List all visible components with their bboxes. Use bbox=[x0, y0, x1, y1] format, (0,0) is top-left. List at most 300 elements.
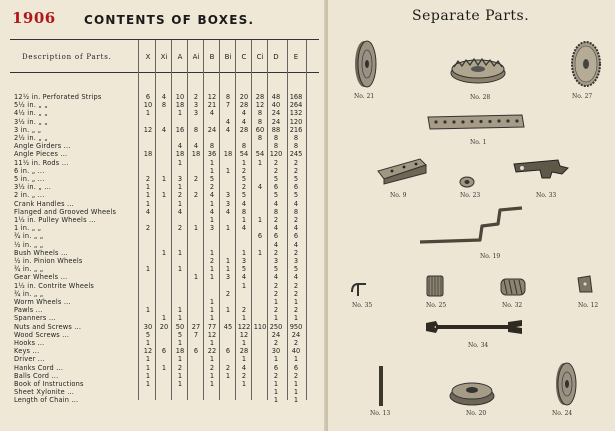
quantity-cell: 1 bbox=[177, 183, 183, 192]
part-label-24: No. 24 bbox=[552, 410, 573, 417]
quantity-cell: 8 bbox=[273, 134, 279, 142]
quantity-cell: 1 bbox=[293, 396, 299, 405]
quantity-cell: 54 bbox=[239, 150, 249, 159]
quantity-cell: 1 bbox=[241, 380, 247, 388]
quantity-cell: 1 bbox=[161, 248, 167, 257]
column-header: D bbox=[273, 53, 279, 61]
quantity-cell: 6 bbox=[293, 183, 299, 192]
column-header: Xi bbox=[160, 53, 168, 61]
quantity-cell: 4 bbox=[209, 109, 215, 118]
quantity-cell: 10 bbox=[143, 101, 153, 110]
column-header: Ci bbox=[256, 53, 264, 61]
quantity-cell: 6 bbox=[293, 363, 299, 372]
quantity-cell: 24 bbox=[291, 330, 301, 339]
quantity-cell: 4 bbox=[273, 199, 279, 208]
part-label-25: No. 25 bbox=[426, 302, 447, 309]
quantity-cell: 2 bbox=[193, 191, 199, 200]
quantity-cell: 40 bbox=[271, 101, 281, 110]
quantity-cell: 1 bbox=[273, 388, 279, 397]
part-description: 12½ in. Perforated Strips bbox=[14, 93, 102, 101]
quantity-cell: 10 bbox=[175, 93, 185, 101]
quantity-cell: 6 bbox=[161, 347, 167, 356]
quantity-cell: 2 bbox=[293, 166, 299, 175]
table-top-rule bbox=[10, 39, 319, 40]
quantity-cell: 1 bbox=[209, 265, 215, 274]
quantity-cell: 1 bbox=[273, 298, 279, 306]
quantity-cell: 8 bbox=[257, 117, 263, 126]
quantity-cell: 1 bbox=[177, 306, 183, 315]
angle-piece-illustration bbox=[576, 274, 596, 296]
table-row bbox=[0, 209, 326, 216]
part-label-19: No. 19 bbox=[480, 253, 501, 260]
table-row bbox=[0, 201, 326, 208]
quantity-cell: 40 bbox=[291, 347, 301, 356]
quantity-cell: 60 bbox=[255, 125, 265, 134]
quantity-cell: 30 bbox=[143, 322, 153, 331]
quantity-cell: 950 bbox=[289, 322, 303, 331]
quantity-cell: 1 bbox=[177, 265, 183, 274]
quantity-cell: 6 bbox=[273, 363, 279, 372]
quantity-cell: 2 bbox=[145, 224, 151, 233]
quantity-cell: 1 bbox=[209, 339, 215, 347]
year-heading: 1906 bbox=[12, 9, 56, 27]
quantity-cell: 2 bbox=[273, 248, 279, 257]
part-description: 3½ in. „ „ bbox=[14, 117, 48, 126]
quantity-cell: 5 bbox=[177, 330, 183, 339]
flanged-pulley-illustration bbox=[552, 360, 580, 408]
quantity-cell: 28 bbox=[239, 101, 249, 110]
pawl-illustration bbox=[510, 156, 572, 186]
quantity-cell: 28 bbox=[239, 347, 249, 356]
part-label-13: No. 13 bbox=[370, 410, 391, 417]
bush-wheel-illustration bbox=[459, 176, 475, 188]
table-row bbox=[0, 119, 326, 126]
quantity-cell: 8 bbox=[241, 207, 247, 216]
column-header: A bbox=[177, 53, 183, 61]
quantity-cell: 12 bbox=[143, 347, 153, 356]
quantity-cell: 2 bbox=[273, 306, 279, 315]
quantity-cell: 8 bbox=[293, 142, 299, 151]
quantity-cell: 8 bbox=[273, 207, 279, 216]
quantity-cell: 1 bbox=[293, 355, 299, 364]
quantity-cell: 6 bbox=[293, 232, 299, 241]
quantity-cell: 2 bbox=[145, 175, 151, 183]
part-description: Spanners ... bbox=[14, 314, 56, 323]
quantity-cell: 1 bbox=[145, 355, 151, 364]
quantity-cell: 1 bbox=[177, 158, 183, 167]
quantity-cell: 4 bbox=[241, 273, 247, 282]
quantity-cell: 1 bbox=[209, 216, 215, 224]
quantity-cell: 1 bbox=[293, 380, 299, 388]
quantity-cell: 4 bbox=[225, 125, 231, 134]
table-row bbox=[0, 176, 326, 183]
quantity-cell: 1 bbox=[293, 298, 299, 306]
quantity-cell: 18 bbox=[175, 101, 185, 110]
quantity-cell: 120 bbox=[269, 150, 283, 159]
column-header: B bbox=[209, 53, 215, 61]
quantity-cell: 24 bbox=[271, 330, 281, 339]
quantity-cell: 5 bbox=[273, 265, 279, 274]
hook-illustration bbox=[348, 280, 370, 298]
quantity-cell: 1 bbox=[209, 298, 215, 306]
column-header: Bi bbox=[224, 53, 232, 61]
quantity-cell: 4 bbox=[209, 207, 215, 216]
quantity-cell: 2 bbox=[273, 158, 279, 167]
quantity-cell: 4 bbox=[177, 142, 183, 151]
part-description: Book of Instructions bbox=[14, 380, 84, 388]
quantity-cell: 1 bbox=[209, 248, 215, 257]
quantity-cell: 4 bbox=[293, 273, 299, 282]
quantity-cell: 4 bbox=[293, 224, 299, 233]
quantity-cell: 2 bbox=[241, 166, 247, 175]
quantity-cell: 6 bbox=[145, 93, 151, 101]
part-label-32: No. 32 bbox=[502, 302, 523, 309]
part-description: 5 in. „ ... bbox=[14, 175, 45, 183]
table-row bbox=[0, 184, 326, 191]
quantity-cell: 2 bbox=[273, 371, 279, 380]
part-description: Hooks ... bbox=[14, 339, 45, 347]
part-description: 5½ in. „ „ bbox=[14, 101, 48, 110]
quantity-cell: 18 bbox=[223, 150, 233, 159]
quantity-cell: 4 bbox=[225, 207, 231, 216]
table-row bbox=[0, 250, 326, 257]
quantity-cell: 1 bbox=[241, 355, 247, 364]
table-row bbox=[0, 168, 326, 175]
quantity-cell: 3 bbox=[193, 101, 199, 110]
quantity-cell: 1 bbox=[145, 183, 151, 192]
quantity-cell: 250 bbox=[269, 322, 283, 331]
quantity-cell: 3 bbox=[177, 175, 183, 183]
table-row bbox=[0, 283, 326, 290]
quantity-cell: 110 bbox=[253, 322, 267, 331]
table-row bbox=[0, 242, 326, 249]
part-description: Angle Pieces ... bbox=[14, 150, 68, 159]
part-label-20: No. 20 bbox=[466, 410, 487, 417]
pulley-wheel-illustration bbox=[448, 376, 496, 408]
contents-title: CONTENTS OF BOXES. bbox=[84, 13, 255, 27]
quantity-cell: 1 bbox=[209, 355, 215, 364]
quantity-cell: 24 bbox=[207, 125, 217, 134]
quantity-cell: 1 bbox=[161, 363, 167, 372]
table-row bbox=[0, 381, 326, 388]
quantity-cell: 2 bbox=[273, 289, 279, 298]
quantity-cell: 1 bbox=[145, 199, 151, 208]
quantity-cell: 4 bbox=[257, 183, 263, 192]
quantity-cell: 3 bbox=[209, 224, 215, 233]
table-row bbox=[0, 291, 326, 298]
quantity-cell: 2 bbox=[209, 363, 215, 372]
table-row bbox=[0, 356, 326, 363]
quantity-cell: 8 bbox=[293, 134, 299, 142]
quantity-cell: 3 bbox=[225, 191, 231, 200]
quantity-cell: 18 bbox=[191, 150, 201, 159]
quantity-cell: 3 bbox=[241, 257, 247, 265]
table-row bbox=[0, 324, 326, 331]
quantity-cell: 3 bbox=[225, 199, 231, 208]
table-row bbox=[0, 332, 326, 339]
quantity-cell: 5 bbox=[293, 175, 299, 183]
table-row bbox=[0, 233, 326, 240]
quantity-cell: 4 bbox=[193, 142, 199, 151]
quantity-cell: 4 bbox=[273, 273, 279, 282]
table-row bbox=[0, 151, 326, 158]
part-description: 6 in. „ ... bbox=[14, 166, 45, 175]
quantity-cell: 2 bbox=[293, 306, 299, 315]
quantity-cell: 1 bbox=[241, 339, 247, 347]
quantity-cell: 12 bbox=[255, 101, 265, 110]
quantity-cell: 4 bbox=[161, 125, 167, 134]
quantity-cell: 8 bbox=[257, 134, 263, 142]
quantity-cell: 8 bbox=[225, 93, 231, 101]
column-header: E bbox=[293, 53, 299, 61]
table-row bbox=[0, 110, 326, 117]
table-row bbox=[0, 373, 326, 380]
quantity-cell: 2 bbox=[293, 158, 299, 167]
table-row bbox=[0, 389, 326, 396]
quantity-cell: 1 bbox=[193, 224, 199, 233]
quantity-cell: 2 bbox=[293, 371, 299, 380]
gear-wheel-illustration bbox=[568, 38, 604, 90]
part-description: Keys ... bbox=[14, 347, 40, 356]
quantity-cell: 1 bbox=[241, 281, 247, 290]
quantity-cell: 5 bbox=[273, 191, 279, 200]
table-row bbox=[0, 340, 326, 347]
part-description: Nuts and Screws ... bbox=[14, 322, 82, 331]
quantity-cell: 5 bbox=[209, 175, 215, 183]
part-description: 1 in. „ „ bbox=[14, 224, 42, 233]
quantity-cell: 1 bbox=[257, 248, 263, 257]
quantity-cell: 1 bbox=[145, 109, 151, 118]
quantity-cell: 1 bbox=[177, 355, 183, 364]
quantity-cell: 18 bbox=[143, 150, 153, 159]
description-column-header: Description of Parts. bbox=[22, 53, 112, 61]
quantity-cell: 4 bbox=[241, 109, 247, 118]
quantity-cell: 1 bbox=[177, 248, 183, 257]
table-row bbox=[0, 299, 326, 306]
pinion-wheel-illustration bbox=[424, 272, 446, 300]
quantity-cell: 1 bbox=[145, 265, 151, 274]
quantity-cell: 8 bbox=[193, 125, 199, 134]
quantity-cell: 2 bbox=[273, 281, 279, 290]
quantity-cell: 4 bbox=[241, 117, 247, 126]
quantity-cell: 4 bbox=[241, 199, 247, 208]
table-row bbox=[0, 266, 326, 273]
quantity-cell: 1 bbox=[293, 388, 299, 397]
part-label-28: No. 28 bbox=[470, 94, 491, 101]
quantity-cell: 8 bbox=[293, 207, 299, 216]
quantity-cell: 1 bbox=[177, 380, 183, 388]
part-description: Hanks Cord ... bbox=[14, 363, 64, 372]
quantity-cell: 245 bbox=[289, 150, 303, 159]
quantity-cell: 1 bbox=[225, 257, 231, 265]
quantity-cell: 1 bbox=[225, 371, 231, 380]
quantity-cell: 4 bbox=[161, 93, 167, 101]
quantity-cell: 1 bbox=[241, 248, 247, 257]
part-description: Worm Wheels ... bbox=[14, 298, 71, 306]
quantity-cell: 6 bbox=[193, 347, 199, 356]
part-description: Balls Cord ... bbox=[14, 371, 59, 380]
quantity-cell: 1 bbox=[177, 109, 183, 118]
quantity-cell: 28 bbox=[255, 93, 265, 101]
quantity-cell: 2 bbox=[225, 289, 231, 298]
quantity-cell: 1 bbox=[193, 273, 199, 282]
quantity-cell: 4 bbox=[145, 207, 151, 216]
quantity-cell: 1 bbox=[273, 314, 279, 323]
quantity-cell: 1 bbox=[161, 314, 167, 323]
table-row bbox=[0, 192, 326, 199]
quantity-cell: 2 bbox=[209, 183, 215, 192]
quantity-cell: 8 bbox=[209, 142, 215, 151]
quantity-cell: 1 bbox=[257, 158, 263, 167]
quantity-cell: 5 bbox=[241, 191, 247, 200]
part-description: Sheet Xylonite ... bbox=[14, 388, 75, 397]
part-label-9: No. 9 bbox=[390, 192, 407, 199]
quantity-cell: 1 bbox=[225, 306, 231, 315]
quantity-cell: 1 bbox=[145, 363, 151, 372]
quantity-cell: 30 bbox=[271, 347, 281, 356]
quantity-cell: 1 bbox=[145, 380, 151, 388]
quantity-cell: 4 bbox=[209, 191, 215, 200]
quantity-cell: 45 bbox=[223, 322, 233, 331]
worm-wheel-illustration bbox=[498, 276, 528, 298]
table-header-rule bbox=[10, 72, 319, 73]
quantity-cell: 5 bbox=[293, 191, 299, 200]
quantity-cell: 1 bbox=[145, 371, 151, 380]
quantity-cell: 1 bbox=[225, 265, 231, 274]
quantity-cell: 24 bbox=[271, 109, 281, 118]
quantity-cell: 1 bbox=[257, 216, 263, 224]
quantity-cell: 18 bbox=[175, 150, 185, 159]
table-row bbox=[0, 397, 326, 404]
rod-illustration bbox=[376, 364, 386, 408]
quantity-cell: 6 bbox=[225, 347, 231, 356]
part-description: Angle Girders ... bbox=[14, 142, 71, 151]
quantity-cell: 2 bbox=[273, 339, 279, 347]
perforated-strip-illustration bbox=[426, 113, 526, 131]
quantity-cell: 4 bbox=[241, 363, 247, 372]
quantity-cell: 132 bbox=[289, 109, 303, 118]
quantity-cell: 168 bbox=[289, 93, 303, 101]
table-row bbox=[0, 315, 326, 322]
column-header: X bbox=[145, 53, 151, 61]
quantity-cell: 77 bbox=[207, 322, 217, 331]
quantity-cell: 2 bbox=[293, 289, 299, 298]
quantity-cell: 2 bbox=[273, 216, 279, 224]
quantity-cell: 12 bbox=[207, 93, 217, 101]
quantity-cell: 2 bbox=[193, 175, 199, 183]
quantity-cell: 1 bbox=[209, 273, 215, 282]
quantity-cell: 5 bbox=[273, 175, 279, 183]
part-description: Crank Handles ... bbox=[14, 199, 74, 208]
quantity-cell: 16 bbox=[175, 125, 185, 134]
part-description: ¾ in. „ „ bbox=[14, 265, 44, 274]
quantity-cell: 1 bbox=[177, 339, 183, 347]
quantity-cell: 2 bbox=[241, 371, 247, 380]
quantity-cell: 54 bbox=[255, 150, 265, 159]
quantity-cell: 2 bbox=[193, 93, 199, 101]
part-label-12: No. 12 bbox=[578, 302, 599, 309]
quantity-cell: 1 bbox=[145, 191, 151, 200]
quantity-cell: 20 bbox=[239, 93, 249, 101]
table-row bbox=[0, 102, 326, 109]
part-description: ½ in. Pinion Wheels bbox=[14, 257, 83, 265]
quantity-cell: 36 bbox=[207, 150, 217, 159]
part-description: 3 in. „ „ bbox=[14, 125, 42, 134]
quantity-cell: 1 bbox=[209, 158, 215, 167]
separate-parts-title: Separate Parts. bbox=[412, 8, 530, 24]
quantity-cell: 1 bbox=[161, 191, 167, 200]
quantity-cell: 28 bbox=[239, 125, 249, 134]
quantity-cell: 2 bbox=[225, 363, 231, 372]
part-description: 3½ in. „ ... bbox=[14, 183, 52, 192]
quantity-cell: 1 bbox=[241, 158, 247, 167]
table-row bbox=[0, 225, 326, 232]
quantity-cell: 2 bbox=[293, 216, 299, 224]
quantity-cell: 1 bbox=[209, 371, 215, 380]
quantity-cell: 1 bbox=[145, 339, 151, 347]
quantity-cell: 1 bbox=[209, 199, 215, 208]
quantity-cell: 6 bbox=[273, 183, 279, 192]
table-row bbox=[0, 348, 326, 355]
table-row bbox=[0, 258, 326, 265]
quantity-cell: 4 bbox=[273, 224, 279, 233]
part-description: 4½ in. „ „ bbox=[14, 109, 48, 118]
quantity-cell: 1 bbox=[293, 314, 299, 323]
quantity-cell: 2 bbox=[293, 248, 299, 257]
quantity-cell: 1 bbox=[209, 166, 215, 175]
quantity-cell: 5 bbox=[241, 265, 247, 274]
quantity-cell: 1 bbox=[241, 216, 247, 224]
quantity-cell: 6 bbox=[257, 232, 263, 241]
quantity-cell: 24 bbox=[271, 117, 281, 126]
column-header: Ai bbox=[192, 53, 200, 61]
table-row bbox=[0, 274, 326, 281]
quantity-cell: 4 bbox=[177, 207, 183, 216]
quantity-cell: 6 bbox=[273, 232, 279, 241]
part-description: 11½ in. Rods ... bbox=[14, 158, 69, 167]
part-label-27: No. 27 bbox=[572, 93, 593, 100]
contrite-wheel-illustration bbox=[448, 55, 508, 87]
quantity-cell: 2 bbox=[241, 306, 247, 315]
quantity-cell: 1 bbox=[209, 380, 215, 388]
part-description: 2½ in. „ „ bbox=[14, 134, 48, 142]
part-description: Driver ... bbox=[14, 355, 45, 364]
quantity-cell: 88 bbox=[271, 125, 281, 134]
angle-bracket-illustration bbox=[376, 157, 428, 185]
quantity-cell: 4 bbox=[241, 224, 247, 233]
quantity-cell: 1 bbox=[225, 166, 231, 175]
part-description: Pawls ... bbox=[14, 306, 43, 315]
quantity-cell: 1 bbox=[177, 199, 183, 208]
quantity-cell: 5 bbox=[293, 265, 299, 274]
quantity-cell: 50 bbox=[175, 322, 185, 331]
quantity-cell: 1 bbox=[225, 224, 231, 233]
quantity-cell: 22 bbox=[207, 347, 217, 356]
quantity-cell: 2 bbox=[241, 183, 247, 192]
quantity-cell: 5 bbox=[241, 175, 247, 183]
quantity-cell: 8 bbox=[257, 109, 263, 118]
part-description: Bush Wheels ... bbox=[14, 248, 68, 257]
quantity-cell: 12 bbox=[143, 125, 153, 134]
quantity-cell: 120 bbox=[289, 117, 303, 126]
part-description: 1½ in. Contrite Wheels bbox=[14, 281, 95, 290]
quantity-cell: 27 bbox=[191, 322, 201, 331]
quantity-cell: 1 bbox=[273, 396, 279, 405]
part-description: Length of Chain ... bbox=[14, 396, 79, 405]
quantity-cell: 1 bbox=[209, 314, 215, 323]
table-row bbox=[0, 127, 326, 134]
quantity-cell: 1 bbox=[177, 314, 183, 323]
